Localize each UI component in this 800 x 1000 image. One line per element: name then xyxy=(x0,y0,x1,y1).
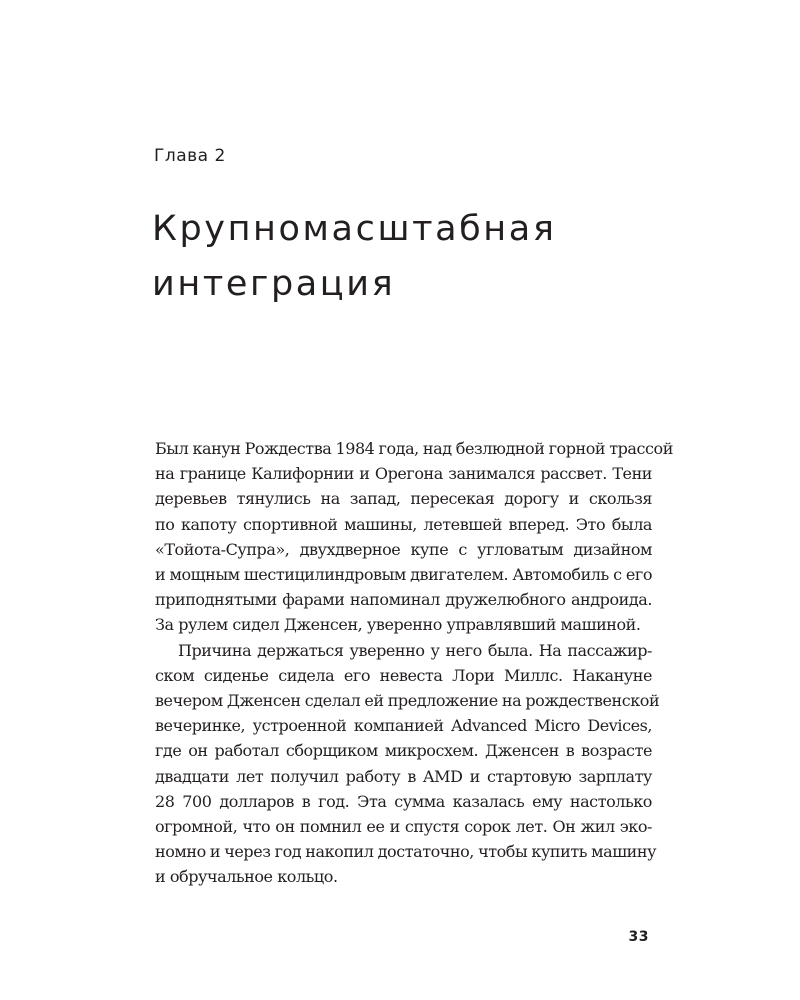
chapter-title-line: Крупномасштабная xyxy=(152,209,557,249)
text-line: деревьев тянулись на запад, пересекая дорогу и скользя xyxy=(155,489,652,509)
text-line: вечеринке, устроенной компанией Advanced Micro Devices, xyxy=(155,716,652,736)
text-line: огромной, что он помнил ее и спустя сорок лет. Он жил эко- xyxy=(155,817,652,837)
chapter-label: Глава 2 xyxy=(154,146,226,166)
text-line: ском сиденье сидела его невеста Лори Миллс. Накануне xyxy=(155,665,652,685)
chapter-title-line: интеграция xyxy=(152,264,396,304)
text-line: Был канун Рождества 1984 года, над безлюдной горной трассой xyxy=(155,439,673,458)
text-line: вечером Дженсен сделал ей предложение на рождественской xyxy=(155,691,660,711)
text-line: Причина держаться уверенно у него была. На пассажир- xyxy=(178,640,652,660)
text-line: «Тойота-Супра», двухдверное купе с угловатым дизайном xyxy=(155,539,652,559)
text-line: и мощным шестицилиндровым двигателем. Автомобиль с его xyxy=(155,565,652,585)
paragraph-2 xyxy=(155,638,660,890)
page-number: 33 xyxy=(628,929,649,945)
text-line: на границе Калифорнии и Орегона занимался рассвет. Тени xyxy=(155,464,652,484)
text-line: приподнятыми фарами напоминал дружелюбного андроида. xyxy=(155,590,652,610)
body-text xyxy=(155,436,673,890)
text-line: номно и через год накопил достаточно, чтобы купить машину xyxy=(155,842,657,862)
text-line: 28 700 долларов в год. Эта сумма казалась ему настолько xyxy=(155,791,652,811)
text-line: где он работал сборщиком микросхем. Дженсен в возрасте xyxy=(155,741,652,761)
chapter-title xyxy=(152,202,557,312)
text-line: и обручальное кольцо. xyxy=(155,867,338,887)
text-line: двадцати лет получил работу в AMD и стартовую зарплату xyxy=(155,766,652,786)
text-line: За рулем сидел Дженсен, уверенно управлявший машиной. xyxy=(155,615,641,635)
text-line: по капоту спортивной машины, летевшей вперед. Это была xyxy=(155,514,652,534)
paragraph-1 xyxy=(155,436,673,638)
